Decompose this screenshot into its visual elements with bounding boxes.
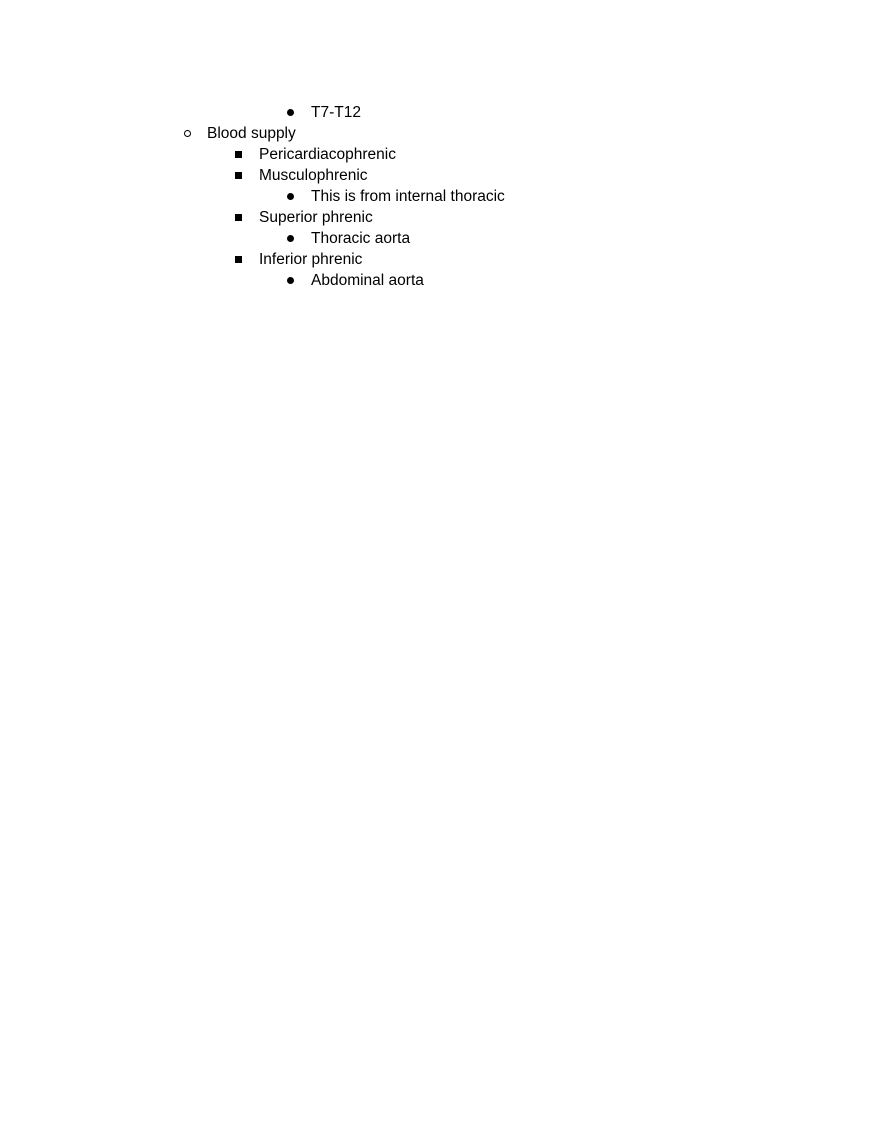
list-item	[0, 165, 880, 186]
list-item-text: Inferior phrenic	[259, 251, 363, 268]
circle-bullet-icon	[180, 123, 194, 144]
square-bullet-icon	[231, 144, 245, 165]
list-item-text: Thoracic aorta	[311, 230, 411, 247]
list-item-text: Musculophrenic	[259, 167, 368, 184]
list-item-text: T7-T12	[311, 104, 361, 121]
list-item	[0, 102, 880, 123]
list-item	[0, 123, 880, 144]
disc-bullet-icon	[283, 186, 297, 207]
square-bullet-icon	[231, 249, 245, 270]
disc-bullet-icon	[283, 102, 297, 123]
list-item	[0, 207, 880, 228]
disc-bullet-icon	[283, 270, 297, 291]
list-item-text: Abdominal aorta	[311, 272, 424, 289]
square-bullet-icon	[231, 207, 245, 228]
list-item-text: Superior phrenic	[259, 209, 373, 226]
list-item	[0, 270, 880, 291]
list-item	[0, 249, 880, 270]
list-item	[0, 228, 880, 249]
disc-bullet-icon	[283, 228, 297, 249]
list-item-text: This is from internal thoracic	[311, 188, 505, 205]
list-item-text: Blood supply	[207, 125, 296, 142]
list-item-text: Pericardiacophrenic	[259, 146, 396, 163]
square-bullet-icon	[231, 165, 245, 186]
list-item	[0, 144, 880, 165]
bullet-outline	[0, 102, 880, 291]
list-item	[0, 186, 880, 207]
